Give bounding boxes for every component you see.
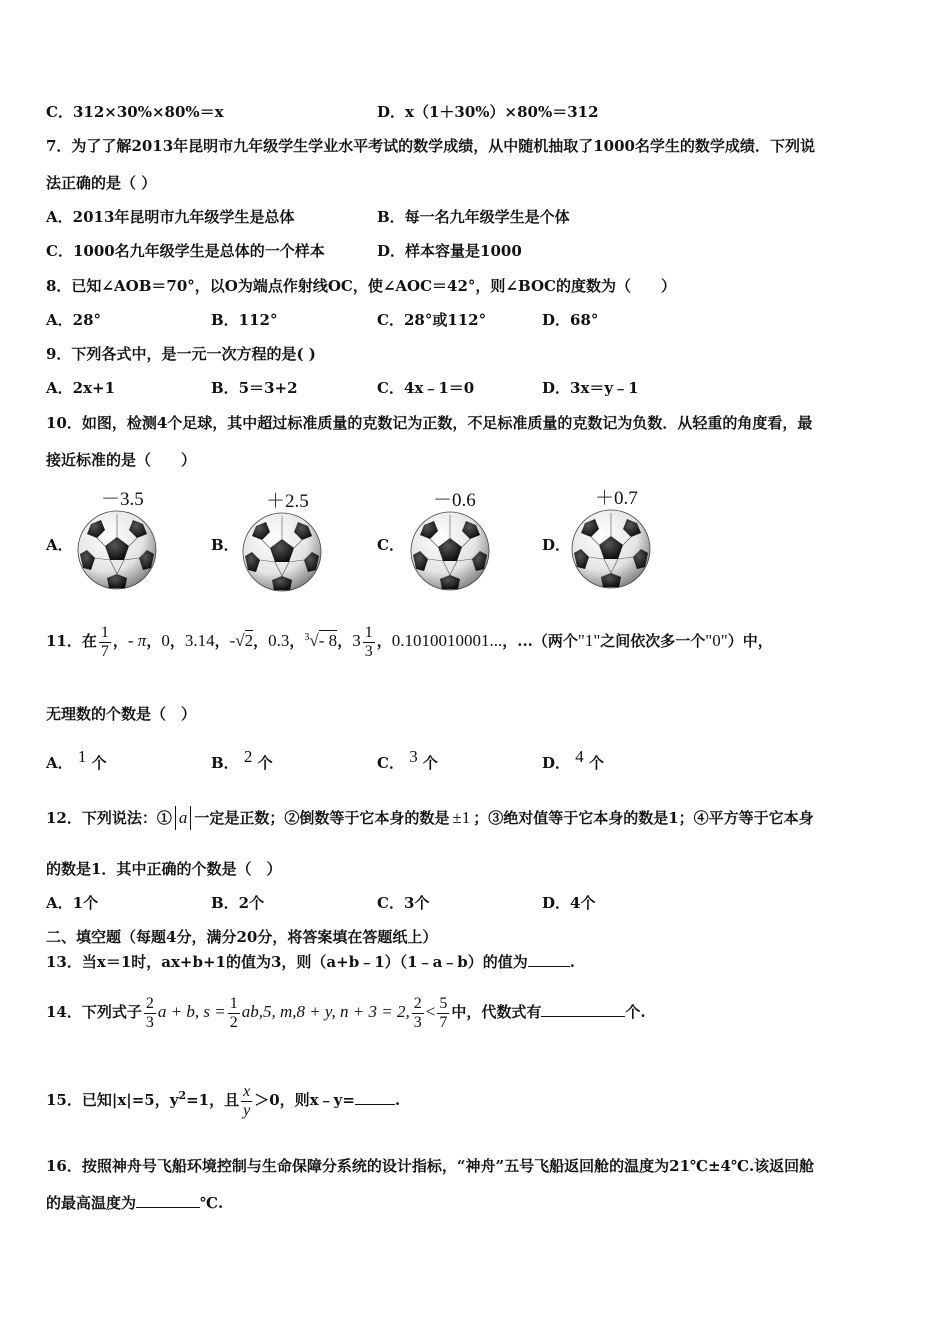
q12-part-b: 一定是正数；②倒数等于它本身的数是 bbox=[194, 809, 450, 827]
q7-option-a: A．2013年昆明市九年级学生是总体 bbox=[46, 208, 295, 226]
q7-option-c: C．1000名九年级学生是总体的一个样本 bbox=[46, 242, 325, 260]
q6-option-c: C．312×30%×80%＝x bbox=[46, 103, 224, 121]
q10-option-a-value: －3.5 bbox=[101, 489, 144, 510]
q15-exponent: 2 bbox=[178, 1089, 187, 1102]
q15-text-a: 15．已知|x|=5，y bbox=[46, 1091, 179, 1109]
q11-option-b-unit: 个 bbox=[257, 754, 273, 772]
q15-f-num: x bbox=[243, 1082, 251, 1100]
q14-f2-den: 2 bbox=[229, 1013, 238, 1031]
q8-option-a: A．28° bbox=[46, 311, 102, 329]
q11-fraction-1-7 bbox=[99, 624, 111, 661]
q12-stem-line1 bbox=[46, 802, 814, 834]
q10-option-d-label: D． bbox=[542, 536, 571, 554]
q10-option-b-label: B． bbox=[211, 536, 239, 554]
q10-option-b-value: ＋2.5 bbox=[266, 491, 309, 512]
q9-option-b: B．5＝3+2 bbox=[211, 379, 298, 397]
q10-stem-line1: 10．如图，检测4个足球，其中超过标准质量的克数记为正数，不足标准质量的克数记为负数．从轻重的角度看，最 bbox=[46, 414, 813, 432]
q14-f3-num: 2 bbox=[413, 994, 422, 1012]
q15-stem bbox=[46, 1076, 400, 1120]
q11-option-b-label: B． bbox=[211, 754, 239, 772]
q16-stem-line1: 16．按照神舟号飞船环境控制与生命保障分系统的设计指标，“神舟”五号飞船返回舱的温度为21℃±4℃.该返回舱 bbox=[46, 1157, 815, 1175]
q7-stem-line2: 法正确的是（ ） bbox=[46, 174, 157, 192]
q14-expr-2: ab,5, m,8 + y, n + 3 = 2, bbox=[241, 1002, 410, 1021]
q13-stem bbox=[46, 952, 575, 972]
q11-option-d-unit: 个 bbox=[588, 754, 604, 772]
q14-f4-num: 5 bbox=[439, 994, 448, 1012]
q11-option-a-num: 1 bbox=[77, 747, 87, 766]
q11-sep2: ， bbox=[146, 632, 162, 650]
q7-option-d: D．样本容量是1000 bbox=[377, 242, 522, 260]
q11-tail-b: 之间依次多一个 bbox=[600, 632, 706, 650]
q12-abs-a: a bbox=[175, 806, 192, 830]
q16-text-a: 的最高温度为 bbox=[46, 1194, 137, 1212]
q11-option-d bbox=[542, 742, 604, 778]
q7-option-b: B．每一名九年级学生是个体 bbox=[377, 208, 570, 226]
q16-answer-blank[interactable] bbox=[136, 1193, 200, 1208]
soccer-ball-icon-a bbox=[77, 510, 157, 590]
q11-option-d-label: D． bbox=[542, 754, 571, 772]
q12-option-a: A．1个 bbox=[46, 894, 99, 912]
q14-fraction-5-7 bbox=[437, 995, 449, 1032]
q14-text-c: 个. bbox=[625, 1003, 646, 1021]
q11-option-d-num: 4 bbox=[575, 747, 584, 766]
q14-fraction-2-3 bbox=[144, 995, 156, 1032]
q13-text: 13．当x＝1时，ax+b+1的值为3，则（a+b﹣1）（1﹣a﹣b）的值为 bbox=[46, 953, 528, 971]
q11-sequence: 0.1010010001... bbox=[391, 631, 503, 650]
q11-one-quoted: "1" bbox=[577, 631, 601, 650]
q8-option-d: D．68° bbox=[542, 311, 599, 329]
q11-option-c-num: 3 bbox=[409, 747, 418, 766]
q11-option-a bbox=[46, 742, 107, 778]
q10-option-a-label: A． bbox=[46, 536, 73, 554]
q9-option-c: C．4x﹣1＝0 bbox=[377, 379, 475, 397]
q8-option-b: B．112° bbox=[211, 311, 278, 329]
q11-neg-sign: - bbox=[229, 631, 236, 650]
q12-option-b: B．2个 bbox=[211, 894, 265, 912]
q12-option-d: D．4个 bbox=[542, 894, 596, 912]
q11-sqrt2: 2 bbox=[244, 631, 254, 650]
q11-stem-line1 bbox=[46, 618, 773, 661]
q13-end: . bbox=[569, 953, 576, 971]
q14-f1-den: 3 bbox=[145, 1013, 154, 1031]
q9-stem: 9．下列各式中，是一元一次方程的是( ) bbox=[46, 345, 316, 363]
q14-f2-num: 1 bbox=[229, 994, 238, 1012]
q11-sep6: ， bbox=[289, 632, 305, 650]
q11-option-c-unit: 个 bbox=[422, 754, 438, 772]
q12-part-c: ；③绝对值等于它本身的数是1；④平方等于它本身 bbox=[473, 809, 814, 827]
q11-zero: 0 bbox=[161, 631, 170, 650]
q15-f-den: y bbox=[243, 1101, 251, 1119]
q11-sep4: ， bbox=[214, 632, 230, 650]
q10-option-d-value: ＋0.7 bbox=[595, 488, 638, 509]
q11-sep1: ， bbox=[112, 632, 128, 650]
q11-cbrt-value: - 8 bbox=[318, 631, 338, 650]
q14-fraction-1-2 bbox=[228, 995, 240, 1032]
q14-less-than: < bbox=[425, 1002, 436, 1021]
q10-option-c-label: C． bbox=[377, 536, 404, 554]
q11-sep5: ， bbox=[253, 632, 269, 650]
q11-mixed-whole: 3 bbox=[352, 631, 361, 650]
q11-option-a-label: A． bbox=[46, 754, 73, 772]
q14-stem bbox=[46, 992, 646, 1032]
q11-stem-line2: 无理数的个数是（ ） bbox=[46, 705, 197, 723]
q11-number: 11．在 bbox=[46, 632, 97, 650]
q14-f3-den: 3 bbox=[413, 1013, 422, 1031]
sqrt-icon: √ bbox=[235, 631, 245, 650]
soccer-ball-icon-c bbox=[410, 511, 490, 591]
q14-answer-blank[interactable] bbox=[541, 1002, 625, 1017]
q7-stem-line1: 7．为了了解2013年昆明市九年级学生学业水平考试的数学成绩，从中随机抽取了1000名学生的数学成绩．下列说 bbox=[46, 137, 815, 155]
q11-option-b-num: 2 bbox=[243, 747, 253, 766]
soccer-ball-icon-b bbox=[242, 512, 322, 592]
q11-mixed-num: 1 bbox=[364, 623, 373, 641]
q11-mixed-fraction bbox=[363, 624, 375, 661]
q12-stem-line2: 的数是1．其中正确的个数是（ ） bbox=[46, 860, 282, 878]
q8-option-c: C．28°或112° bbox=[377, 311, 487, 329]
q12-pm1: ±1 bbox=[452, 808, 471, 827]
q13-answer-blank[interactable] bbox=[528, 952, 570, 967]
q11-option-b bbox=[211, 742, 273, 778]
q11-cbrt-index: 3 bbox=[304, 632, 310, 643]
q9-option-d: D．3x＝y﹣1 bbox=[542, 379, 639, 397]
q14-expr-1: a + b, s = bbox=[157, 1002, 226, 1021]
q11-f1-den: 7 bbox=[100, 642, 109, 660]
q9-option-a: A．2x+1 bbox=[46, 379, 116, 397]
q6-option-d: D．x（1＋30%）×80%＝312 bbox=[377, 103, 599, 121]
q12-part-a: 12．下列说法：① bbox=[46, 809, 172, 827]
q11-sep3: ， bbox=[169, 632, 185, 650]
q11-tail-c: ）中， bbox=[727, 632, 773, 650]
q14-text-b: 中，代数式有 bbox=[451, 1003, 542, 1021]
q15-text-c: ＞0，则x﹣y= bbox=[254, 1091, 355, 1109]
q16-stem-line2 bbox=[46, 1193, 223, 1213]
q11-f1-num: 1 bbox=[100, 623, 109, 641]
q11-option-a-unit: 个 bbox=[91, 754, 107, 772]
q11-sep8: ， bbox=[376, 632, 392, 650]
q11-neg-pi: - π bbox=[127, 631, 147, 650]
q14-f4-den: 7 bbox=[439, 1013, 448, 1031]
section-2-heading: 二、填空题（每题4分，满分20分，将答案填在答题纸上） bbox=[46, 928, 438, 946]
q11-sep7: ， bbox=[337, 632, 353, 650]
q15-answer-blank[interactable] bbox=[355, 1090, 395, 1105]
q15-fraction-x-y bbox=[241, 1083, 252, 1120]
q10-option-c-value: －0.6 bbox=[433, 490, 476, 511]
q14-fraction-2-3-b bbox=[412, 995, 424, 1032]
q11-zero-quoted: "0" bbox=[705, 631, 728, 650]
q11-option-c bbox=[377, 742, 438, 778]
soccer-ball-icon-d bbox=[571, 509, 651, 589]
q11-tail-a: ，...（两个 bbox=[502, 632, 578, 650]
q16-text-b: ℃. bbox=[200, 1194, 224, 1212]
q12-option-c: C．3个 bbox=[377, 894, 430, 912]
q11-314: 3.14 bbox=[184, 631, 215, 650]
q14-f1-num: 2 bbox=[145, 994, 154, 1012]
q8-stem: 8．已知∠AOB＝70°，以O为端点作射线OC，使∠AOC＝42°，则∠BOC的度数为（ ） bbox=[46, 277, 676, 295]
q11-mixed-den: 3 bbox=[364, 642, 373, 660]
q14-text-a: 14．下列式子 bbox=[46, 1003, 142, 1021]
q15-text-d: . bbox=[394, 1091, 401, 1109]
q15-text-b: =1，且 bbox=[186, 1091, 240, 1109]
q11-option-c-label: C． bbox=[377, 754, 404, 772]
cbrt-icon: √ bbox=[309, 631, 319, 650]
q10-stem-line2: 接近标准的是（ ） bbox=[46, 451, 197, 469]
q11-03: 0.3 bbox=[268, 631, 290, 650]
